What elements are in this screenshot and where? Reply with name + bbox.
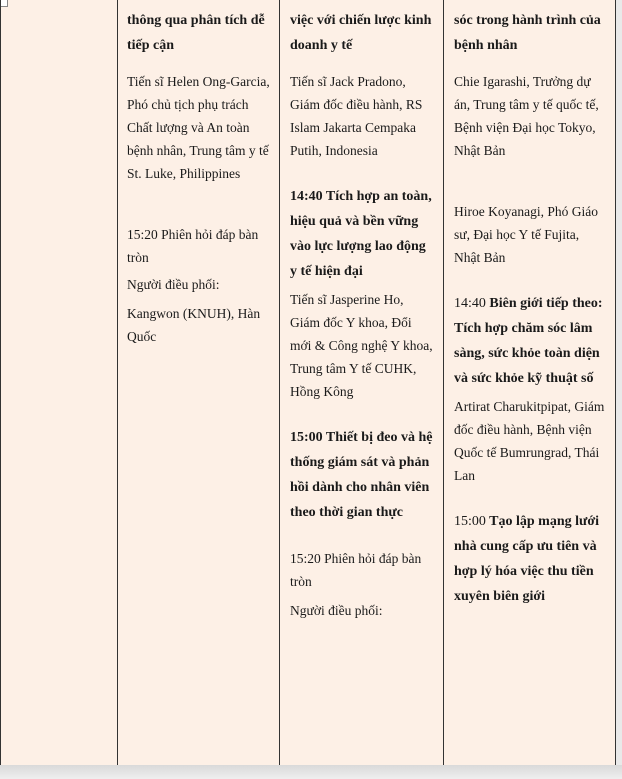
session-title: việc với chiến lược kinh doanh y tế [290,13,432,53]
session-title-text: Biên giới tiếp theo: Tích hợp chăm sóc lâm sàng, sức khỏe toàn diện và sức khỏe kỹ thuật số [454,296,603,386]
session-title [454,509,607,609]
qa-session: 15:20 Phiên hỏi đáp bàn tròn [290,551,422,589]
moderator-label: Người điều phối: [290,603,383,618]
session-time: 15:00 [454,514,486,529]
session-title: thông qua phân tích dễ tiếp cận [127,13,265,53]
table-column-session-3 [444,0,615,765]
speaker: Tiến sĩ Jasperine Ho, Giám đốc Y khoa, Đổi mới & Công nghệ Y khoa, Trung tâm Y tế CUHK, Hồng Kông [290,292,433,399]
qa-session: 15:20 Phiên hỏi đáp bàn tròn [127,227,259,265]
moderator: Kangwon (KNUH), Hàn Quốc [127,306,261,344]
speaker: Chie Igarashi, Trưởng dự án, Trung tâm y tế quốc tế, Bệnh viện Đại học Tokyo, Nhật Bản [454,74,599,158]
table-column-time [1,0,118,765]
page-shadow [0,765,622,779]
speaker: Tiến sĩ Helen Ong-Garcia, Phó chủ tịch phụ trách Chất lượng và An toàn bệnh nhân, Trung tâm y tế St. Luke, Philippines [127,74,270,181]
speaker: Hiroe Koyanagi, Phó Giáo sư, Đại học Y tế Fujita, Nhật Bản [454,204,598,265]
speaker: Tiến sĩ Jack Pradono, Giám đốc điều hành, RS Islam Jakarta Cempaka Putih, Indonesia [290,74,423,158]
session-title-text: Tạo lập mạng lưới nhà cung cấp ưu tiên và hợp lý hóa việc thu tiền xuyên biên giới [454,514,600,604]
session-title: 14:40 Tích hợp an toàn, hiệu quả và bền vững vào lực lượng lao động y tế hiện đại [290,189,432,279]
moderator-label: Người điều phối: [127,277,220,292]
session-time: 14:40 [454,296,486,311]
session-title: sóc trong hành trình của bệnh nhân [454,13,601,53]
table-column-session-1 [118,0,280,765]
session-title [454,291,607,391]
table-column-session-2 [280,0,444,765]
session-title: 15:00 Thiết bị đeo và hệ thống giám sát và phản hồi dành cho nhân viên theo thời gian thực [290,430,433,520]
speaker: Artirat Charukitpipat, Giám đốc điều hành, Bệnh viện Quốc tế Bumrungrad, Thái Lan [454,399,605,483]
